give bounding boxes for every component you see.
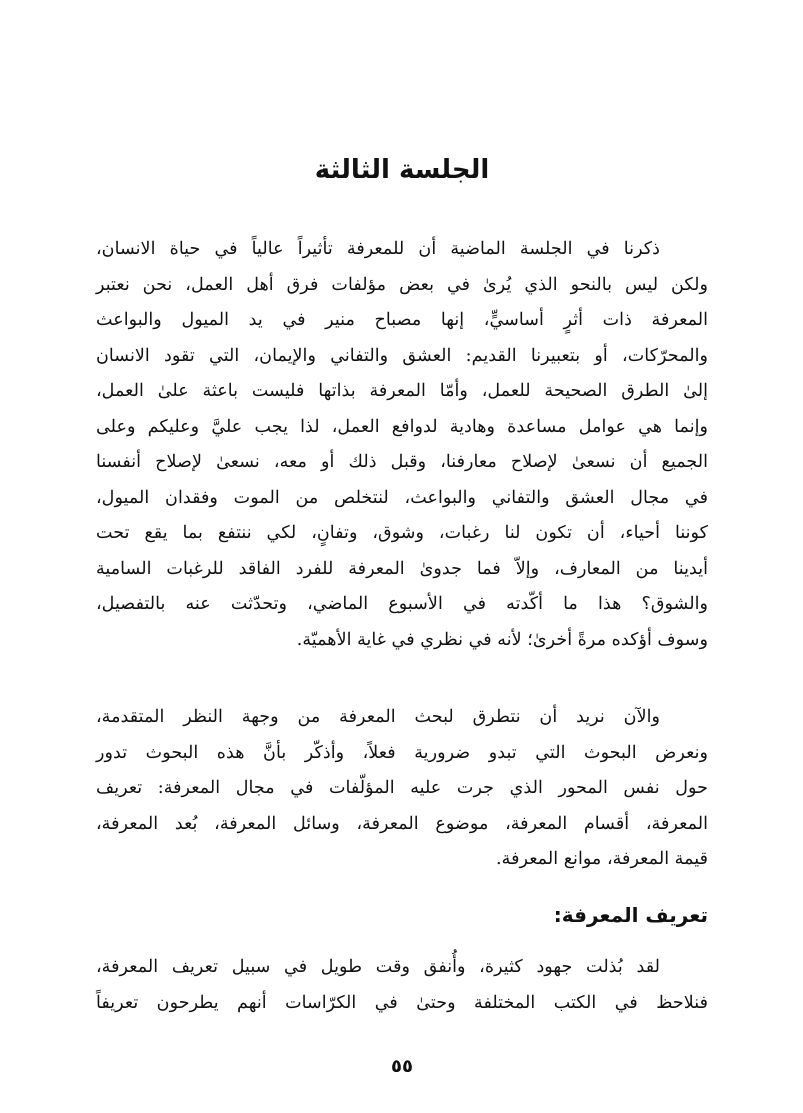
text-line: كوننا أحياء، أن تكون لنا رغبات، وشوق، وتفانٍ، لكي ننتفع بما يقع تحت — [96, 523, 708, 543]
text-line: في مجال العشق والتفاني والبواعث، لنتخلص من الموت وفقدان الميول، — [96, 487, 708, 508]
text-line: والمحرّكات، أو بتعبيرنا القديم: العشق والتفاني والإيمان، التي تقود الانسان — [96, 345, 708, 366]
text-line: لقد بُذلت جهود كثيرة، وأُنفق وقت طويل في سبيل تعريف المعرفة، — [96, 957, 660, 977]
text-line: وسوف أؤكده مرةً أخرىٰ؛ لأنه في نظري في غاية الأهميّة. — [296, 629, 708, 650]
paragraph-intro — [96, 232, 708, 658]
paragraph-topics — [96, 700, 708, 878]
text-line: وإنما هي عوامل مساعدة وهادية لدوافع العمل، لذا يجب عليَّ وعليكم وعلى — [96, 416, 708, 437]
text-line: فنلاحظ في الكتب المختلفة وحتىٰ في الكرّاسات أنهم يطرحون تعريفاً — [96, 992, 708, 1013]
text-line: والشوق؟ هذا ما أكّدته في الأسبوع الماضي، وتحدّثت عنه بالتفصيل، — [96, 594, 708, 614]
chapter-title: الجلسة الثالثة — [314, 155, 490, 185]
text-line: أيدينا من المعارف، وإلاّ فما جدوىٰ المعرفة للفرد الفاقد للرغبات السامية — [96, 558, 708, 579]
paragraph-definition — [96, 950, 708, 1021]
text-line: الجميع أن نسعىٰ لإصلاح معارفنا، وقبل ذلك أو معه، نسعىٰ لإصلاح أنفسنا — [96, 452, 708, 472]
page-number: ٥٥ — [391, 1056, 413, 1077]
section-heading: تعريف المعرفة: — [553, 903, 708, 927]
text-line: والآن نريد أن نتطرق لبحث المعرفة من وجهة النظر المتقدمة، — [96, 707, 660, 727]
text-line: المعرفة ذات أثرٍ أساسيٍّ، إنها مصباح منير في يد الميول والبواعث — [96, 310, 708, 330]
text-line: المعرفة، أقسام المعرفة، موضوع المعرفة، وسائل المعرفة، بُعد المعرفة، — [96, 813, 708, 834]
text-line: ذكرنا في الجلسة الماضية أن للمعرفة تأثيراً عالياً في حياة الانسان، — [96, 239, 660, 259]
text-line: حول نفس المحور الذي جرت عليه المؤلّفات في مجال المعرفة: تعريف — [96, 778, 708, 798]
document-page — [96, 0, 708, 1113]
text-line: إلىٰ الطرق الصحيحة للعمل، وأمّا المعرفة بذاتها فليست باعثة علىٰ العمل، — [96, 381, 708, 401]
text-line: ولكن ليس بالنحو الذي يُرىٰ في بعض مؤلفات فرق أهل العمل، نحن نعتبر — [96, 274, 708, 295]
text-line: ونعرض البحوث التي تبدو ضرورية فعلاً، وأذكّر بأنَّ هذه البحوث تدور — [96, 742, 708, 763]
text-line: قيمة المعرفة، موانع المعرفة. — [496, 849, 708, 869]
